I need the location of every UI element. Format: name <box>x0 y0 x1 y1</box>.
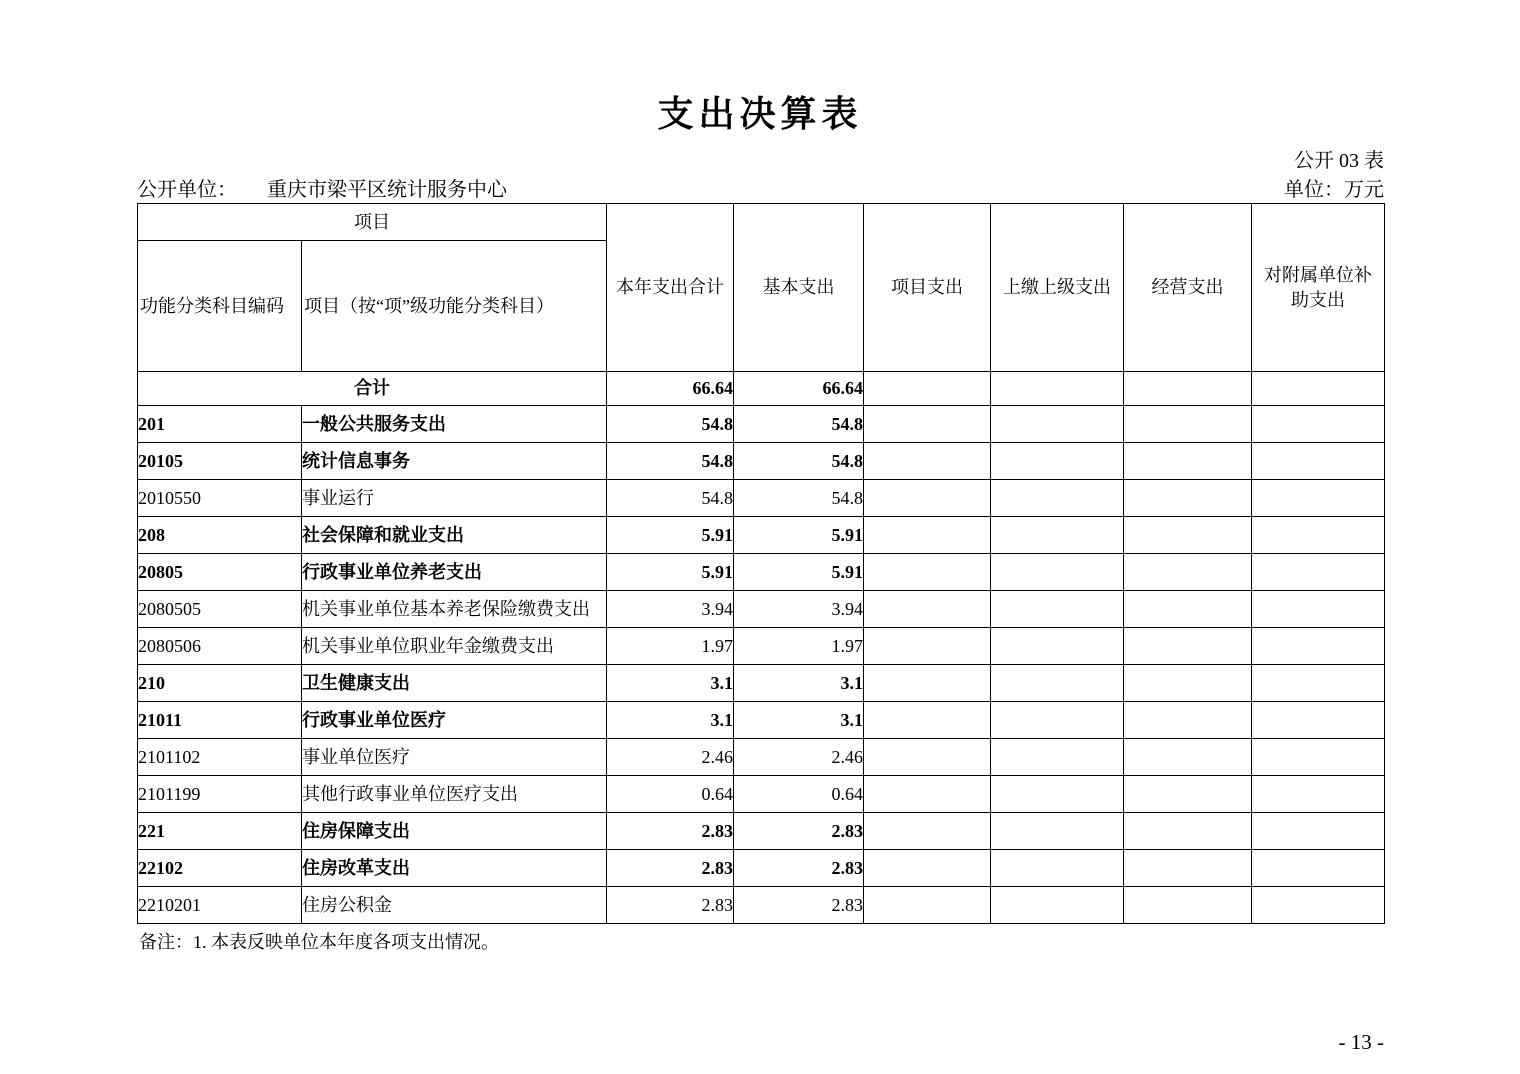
cell-project-expenditure <box>864 480 991 517</box>
cell-function-code: 2080505 <box>138 591 302 628</box>
cell-upper-level-payment <box>991 850 1124 887</box>
table-row <box>138 372 1385 406</box>
cell-operating-expenditure <box>1124 850 1252 887</box>
currency-unit-label: 单位：万元 <box>1284 179 1384 201</box>
cell-basic-expenditure: 5.91 <box>734 517 864 554</box>
publishing-unit-name: 重庆市梁平区统计服务中心 <box>267 179 507 201</box>
cell-subsidy-expenditure <box>1252 372 1385 406</box>
table-header <box>138 204 1385 372</box>
cell-project-expenditure <box>864 665 991 702</box>
cell-subsidy-expenditure <box>1252 406 1385 443</box>
cell-basic-expenditure: 3.1 <box>734 665 864 702</box>
cell-operating-expenditure <box>1124 739 1252 776</box>
cell-project-expenditure <box>864 443 991 480</box>
cell-operating-expenditure <box>1124 776 1252 813</box>
cell-basic-expenditure: 2.83 <box>734 813 864 850</box>
header-function-code: 功能分类科目编码 <box>138 241 302 372</box>
cell-project-expenditure <box>864 554 991 591</box>
cell-basic-expenditure: 2.46 <box>734 739 864 776</box>
cell-total-expenditure: 3.1 <box>607 702 734 739</box>
cell-project-expenditure <box>864 517 991 554</box>
cell-total-expenditure: 3.1 <box>607 665 734 702</box>
cell-function-code: 208 <box>138 517 302 554</box>
cell-total-expenditure: 0.64 <box>607 776 734 813</box>
cell-total-expenditure: 54.8 <box>607 480 734 517</box>
cell-subsidy-expenditure <box>1252 554 1385 591</box>
cell-upper-level-payment <box>991 372 1124 406</box>
cell-upper-level-payment <box>991 702 1124 739</box>
cell-item-name: 行政事业单位医疗 <box>302 702 607 739</box>
cell-item-name: 住房公积金 <box>302 887 607 924</box>
cell-total-expenditure: 2.83 <box>607 850 734 887</box>
cell-subsidy-expenditure <box>1252 776 1385 813</box>
cell-project-expenditure <box>864 850 991 887</box>
cell-item-name: 行政事业单位养老支出 <box>302 554 607 591</box>
cell-upper-level-payment <box>991 443 1124 480</box>
cell-upper-level-payment <box>991 480 1124 517</box>
cell-total-expenditure: 1.97 <box>607 628 734 665</box>
cell-basic-expenditure: 3.1 <box>734 702 864 739</box>
cell-basic-expenditure: 3.94 <box>734 591 864 628</box>
cell-function-code: 2210201 <box>138 887 302 924</box>
cell-operating-expenditure <box>1124 554 1252 591</box>
cell-item-name: 卫生健康支出 <box>302 665 607 702</box>
table-row <box>138 739 1385 776</box>
cell-basic-expenditure: 1.97 <box>734 628 864 665</box>
cell-item-name: 事业运行 <box>302 480 607 517</box>
cell-subsidy-expenditure <box>1252 739 1385 776</box>
page-title: 支出决算表 <box>657 94 863 134</box>
header-total-expenditure: 本年支出合计 <box>607 204 734 372</box>
meta-row <box>137 173 1384 202</box>
cell-function-code: 221 <box>138 813 302 850</box>
publishing-unit <box>137 173 507 202</box>
cell-subsidy-expenditure <box>1252 665 1385 702</box>
cell-project-expenditure <box>864 591 991 628</box>
cell-upper-level-payment <box>991 739 1124 776</box>
cell-subsidy-expenditure <box>1252 628 1385 665</box>
cell-item-name: 社会保障和就业支出 <box>302 517 607 554</box>
cell-operating-expenditure <box>1124 702 1252 739</box>
cell-upper-level-payment <box>991 628 1124 665</box>
cell-basic-expenditure: 54.8 <box>734 480 864 517</box>
cell-total-expenditure: 3.94 <box>607 591 734 628</box>
table-row <box>138 813 1385 850</box>
table-row <box>138 480 1385 517</box>
cell-function-code: 22102 <box>138 850 302 887</box>
header-basic-expenditure: 基本支出 <box>734 204 864 372</box>
cell-project-expenditure <box>864 739 991 776</box>
cell-function-code: 210 <box>138 665 302 702</box>
cell-function-code: 20805 <box>138 554 302 591</box>
cell-total-expenditure: 2.83 <box>607 813 734 850</box>
header-subsidy-expenditure: 对附属单位补助支出 <box>1252 204 1385 372</box>
cell-basic-expenditure: 66.64 <box>734 372 864 406</box>
cell-operating-expenditure <box>1124 665 1252 702</box>
cell-basic-expenditure: 2.83 <box>734 887 864 924</box>
cell-project-expenditure <box>864 813 991 850</box>
table-row <box>138 665 1385 702</box>
table-row <box>138 443 1385 480</box>
cell-basic-expenditure: 54.8 <box>734 443 864 480</box>
cell-total-expenditure: 2.83 <box>607 887 734 924</box>
cell-total-expenditure: 2.46 <box>607 739 734 776</box>
header-item-name: 项目（按“项”级功能分类科目） <box>302 241 607 372</box>
cell-upper-level-payment <box>991 554 1124 591</box>
table-body <box>138 372 1385 924</box>
cell-total-expenditure: 5.91 <box>607 517 734 554</box>
publishing-unit-label: 公开单位： <box>137 179 237 201</box>
cell-item-name: 住房改革支出 <box>302 850 607 887</box>
cell-subsidy-expenditure <box>1252 517 1385 554</box>
cell-subsidy-expenditure <box>1252 887 1385 924</box>
table-row <box>138 850 1385 887</box>
expenditure-table <box>137 203 1385 924</box>
header-upper-level-payment: 上缴上级支出 <box>991 204 1124 372</box>
cell-basic-expenditure: 5.91 <box>734 554 864 591</box>
cell-operating-expenditure <box>1124 443 1252 480</box>
cell-item-name: 机关事业单位职业年金缴费支出 <box>302 628 607 665</box>
table-row <box>138 628 1385 665</box>
cell-item-name: 其他行政事业单位医疗支出 <box>302 776 607 813</box>
cell-subsidy-expenditure <box>1252 443 1385 480</box>
cell-total-expenditure: 66.64 <box>607 372 734 406</box>
cell-function-code: 2101199 <box>138 776 302 813</box>
cell-operating-expenditure <box>1124 813 1252 850</box>
header-group-project: 项目 <box>138 204 607 241</box>
header-project-expenditure: 项目支出 <box>864 204 991 372</box>
cell-function-code: 2010550 <box>138 480 302 517</box>
cell-subsidy-expenditure <box>1252 480 1385 517</box>
cell-upper-level-payment <box>991 517 1124 554</box>
cell-basic-expenditure: 2.83 <box>734 850 864 887</box>
table-row <box>138 591 1385 628</box>
cell-total-expenditure: 5.91 <box>607 554 734 591</box>
table-row <box>138 517 1385 554</box>
page-number: - 13 - <box>1338 1030 1384 1054</box>
cell-function-code: 2080506 <box>138 628 302 665</box>
cell-item-name: 事业单位医疗 <box>302 739 607 776</box>
header-operating-expenditure: 经营支出 <box>1124 204 1252 372</box>
cell-project-expenditure <box>864 887 991 924</box>
cell-total-expenditure: 54.8 <box>607 443 734 480</box>
cell-function-code: 201 <box>138 406 302 443</box>
cell-operating-expenditure <box>1124 372 1252 406</box>
table-row <box>138 776 1385 813</box>
cell-upper-level-payment <box>991 665 1124 702</box>
cell-operating-expenditure <box>1124 628 1252 665</box>
cell-operating-expenditure <box>1124 517 1252 554</box>
cell-basic-expenditure: 54.8 <box>734 406 864 443</box>
cell-project-expenditure <box>864 628 991 665</box>
cell-project-expenditure <box>864 776 991 813</box>
cell-basic-expenditure: 0.64 <box>734 776 864 813</box>
cell-upper-level-payment <box>991 776 1124 813</box>
table-row <box>138 554 1385 591</box>
cell-project-expenditure <box>864 406 991 443</box>
cell-subsidy-expenditure <box>1252 591 1385 628</box>
cell-function-code: 2101102 <box>138 739 302 776</box>
cell-item-name: 合计 <box>138 372 607 406</box>
note: 备注：1. 本表反映单位本年度各项支出情况。 <box>139 932 499 952</box>
cell-function-code: 20105 <box>138 443 302 480</box>
table-row <box>138 702 1385 739</box>
cell-item-name: 住房保障支出 <box>302 813 607 850</box>
cell-upper-level-payment <box>991 591 1124 628</box>
cell-subsidy-expenditure <box>1252 850 1385 887</box>
cell-function-code: 21011 <box>138 702 302 739</box>
cell-upper-level-payment <box>991 406 1124 443</box>
cell-subsidy-expenditure <box>1252 702 1385 739</box>
cell-project-expenditure <box>864 702 991 739</box>
table-code-label: 公开 03 表 <box>1294 150 1384 172</box>
cell-operating-expenditure <box>1124 591 1252 628</box>
cell-upper-level-payment <box>991 813 1124 850</box>
cell-total-expenditure: 54.8 <box>607 406 734 443</box>
cell-item-name: 机关事业单位基本养老保险缴费支出 <box>302 591 607 628</box>
cell-upper-level-payment <box>991 887 1124 924</box>
cell-item-name: 一般公共服务支出 <box>302 406 607 443</box>
table-row <box>138 887 1385 924</box>
cell-project-expenditure <box>864 372 991 406</box>
cell-subsidy-expenditure <box>1252 813 1385 850</box>
cell-item-name: 统计信息事务 <box>302 443 607 480</box>
cell-operating-expenditure <box>1124 406 1252 443</box>
cell-operating-expenditure <box>1124 480 1252 517</box>
table-row <box>138 406 1385 443</box>
cell-operating-expenditure <box>1124 887 1252 924</box>
